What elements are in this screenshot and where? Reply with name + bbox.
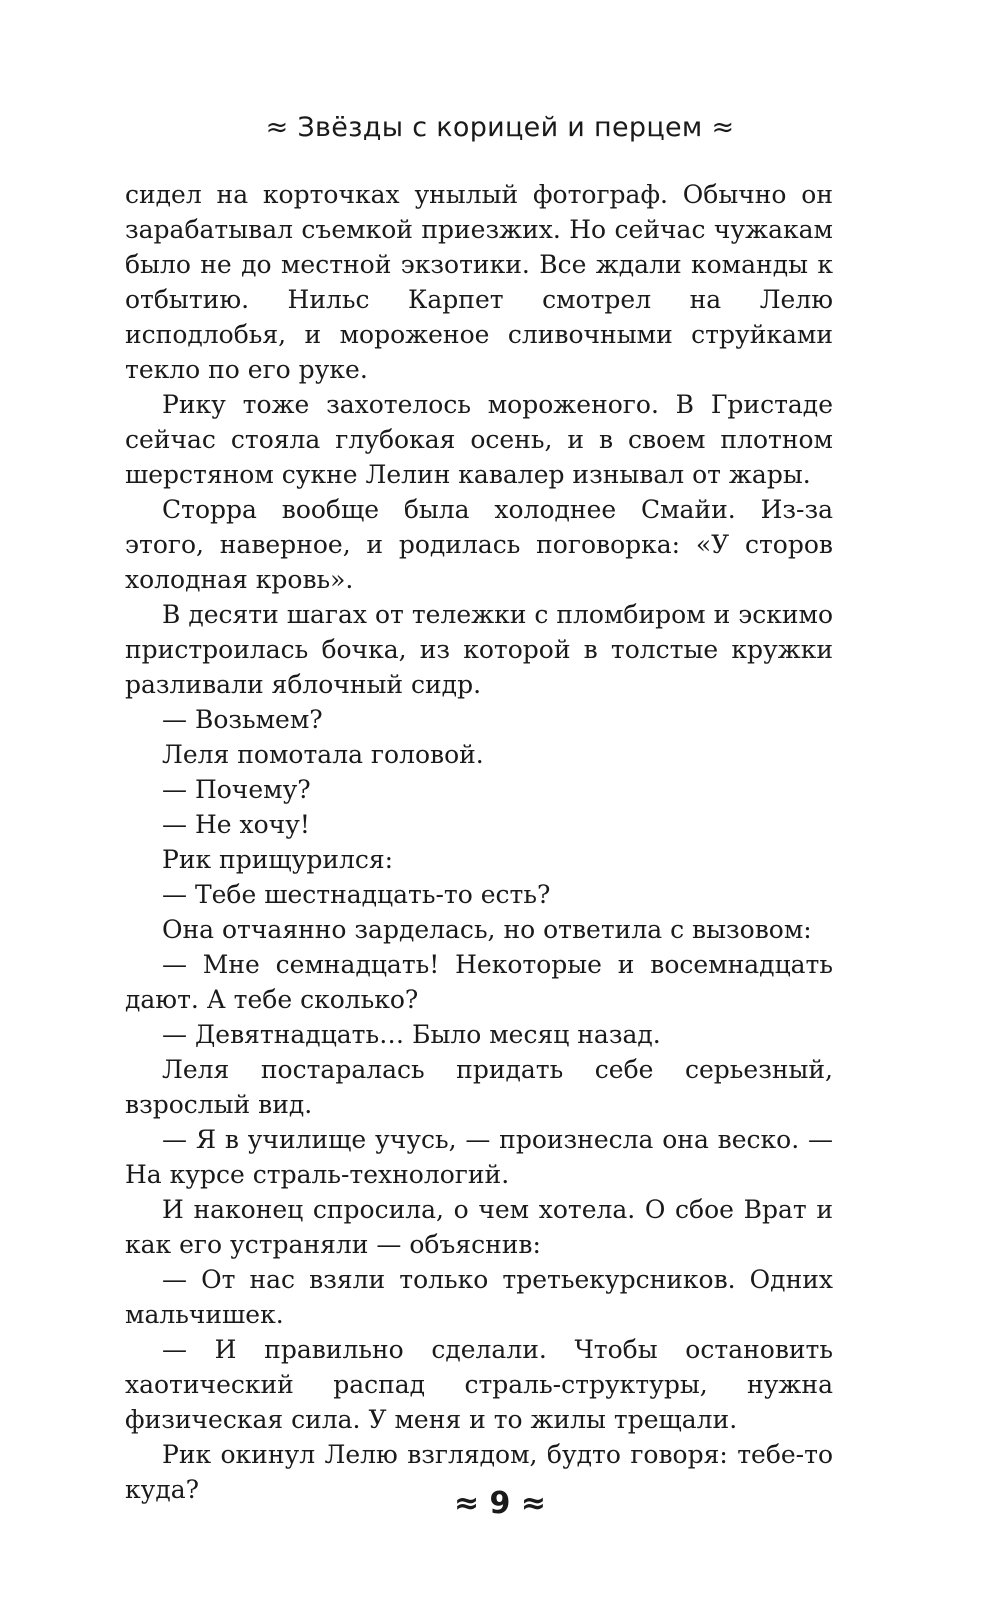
dialogue-line: — Не хочу! — [162, 810, 310, 839]
paragraph: сидел на корточках унылый фотограф. Обычно он зарабатывал съемкой приезжих. Но сейчас чужакам было не до местной экзотики. Все ждали команды к отбытию. Нильс Карпет смотрел на Лелю исподлобья, и мороженое сливочными струйками текло по его руке. — [125, 180, 833, 384]
page-number: ≈ 9 ≈ — [453, 1486, 547, 1521]
dialogue-line: — Мне семнадцать! Некоторые и восемнадцать дают. А тебе сколько? — [125, 950, 833, 1014]
body-text — [125, 177, 833, 1507]
paragraph: Леля постаралась придать себе серьезный, взрослый вид. — [125, 1055, 833, 1119]
dialogue-line: — Тебе шестнадцать-то есть? — [162, 880, 551, 909]
paragraph: Сторра вообще была холоднее Смайи. Из-за этого, наверное, и родилась поговорка: «У сторов холодная кровь». — [125, 495, 833, 594]
paragraph: Рик прищурился: — [162, 845, 394, 874]
paragraph: Рику тоже захотелось мороженого. В Гристаде сейчас стояла глубокая осень, и в своем плотном шерстяном сукне Лелин кавалер изнывал от жары. — [125, 390, 833, 489]
paragraph: Рик окинул Лелю взглядом, будто говоря: тебе-то куда? — [125, 1440, 833, 1504]
dialogue-line: — Девятнадцать… Было месяц назад. — [162, 1020, 661, 1049]
dialogue-line: — И правильно сделали. Чтобы остановить хаотический распад страль-структуры, нужна физическая сила. У меня и то жилы трещали. — [125, 1335, 833, 1434]
running-head-title: ≈ Звёзды с корицей и перцем ≈ — [265, 112, 735, 143]
paragraph: Леля помотала головой. — [162, 740, 484, 769]
dialogue-line: — Почему? — [162, 775, 311, 804]
paragraph: Она отчаянно зарделась, но ответила с вызовом: — [162, 915, 812, 944]
dialogue-line: — Возьмем? — [162, 705, 323, 734]
dialogue-line: — От нас взяли только третьекурсников. Одних мальчишек. — [125, 1265, 833, 1329]
paragraph: В десяти шагах от тележки с пломбиром и эскимо пристроилась бочка, из которой в толстые кружки разливали яблочный сидр. — [125, 600, 833, 699]
dialogue-line: — Я в училище учусь, — произнесла она веско. — На курсе страль-технологий. — [125, 1125, 833, 1189]
paragraph: И наконец спросила, о чем хотела. О сбое Врат и как его устраняли — объяснив: — [125, 1195, 833, 1259]
